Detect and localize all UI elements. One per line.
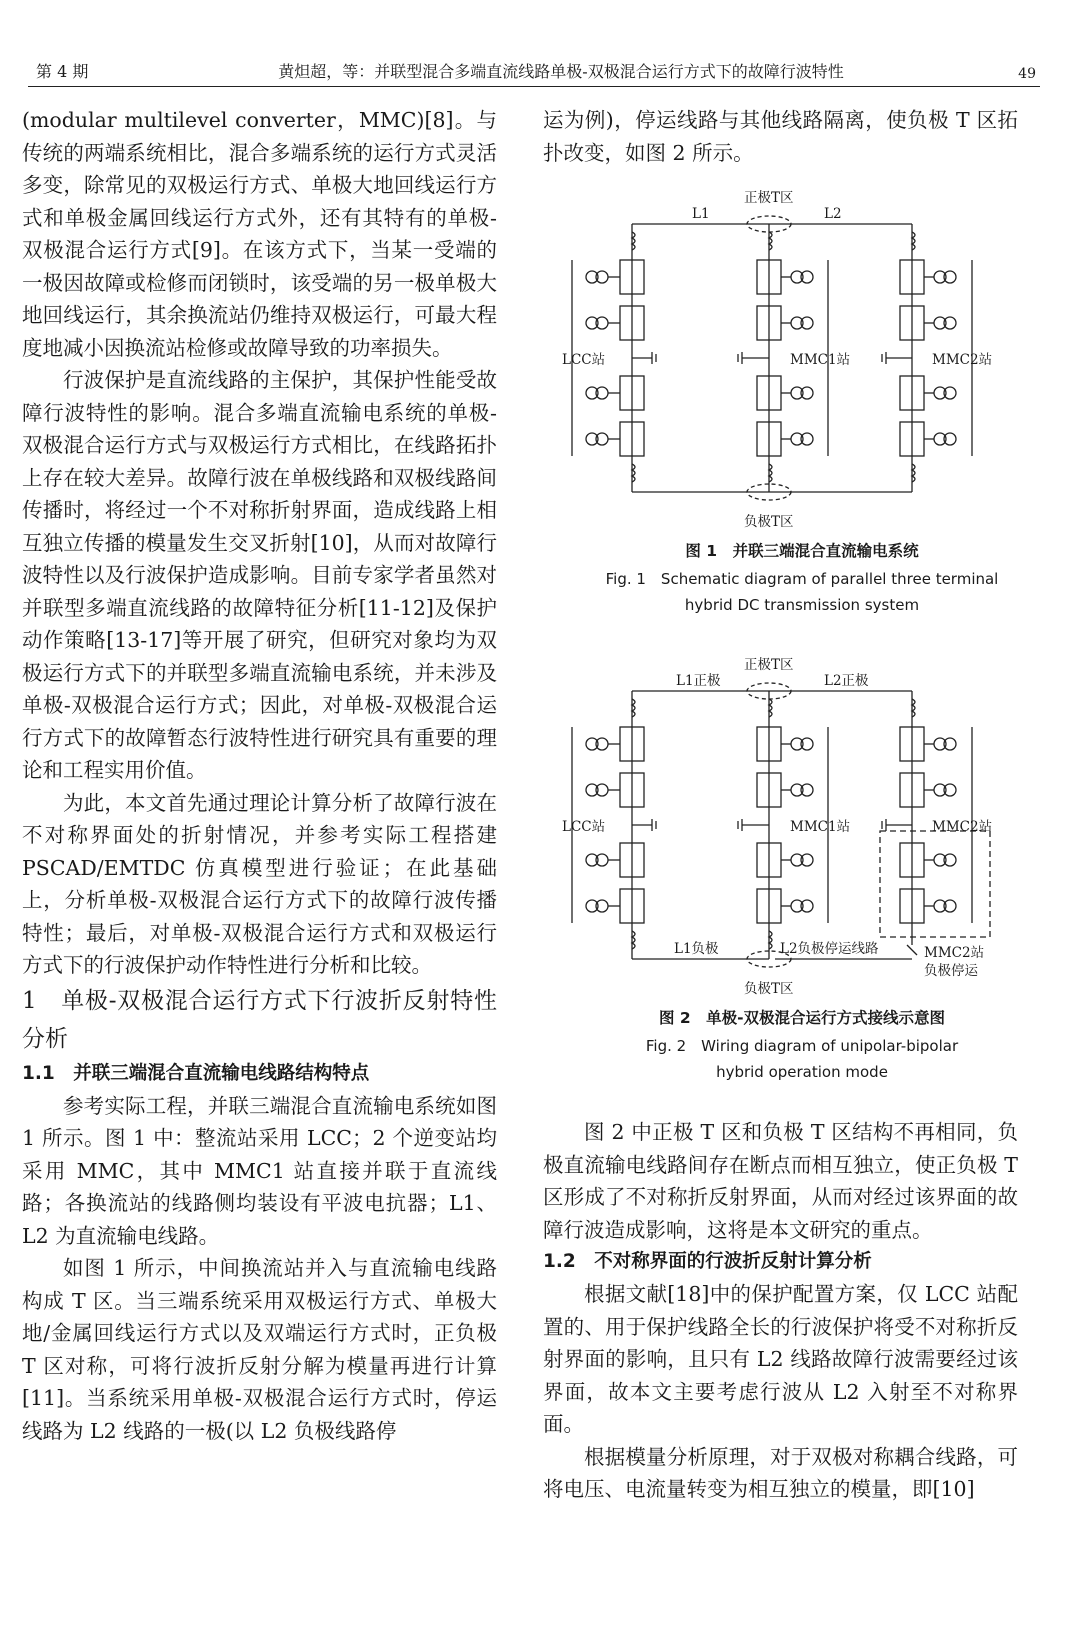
page-number: 49: [1018, 66, 1036, 82]
fig2-label-l1n: L1负极: [674, 941, 719, 957]
figure-1-diagram: [562, 188, 1022, 536]
fig2-label-mmc2off-state: 负极停运: [924, 963, 978, 979]
figure-2-diagram: [562, 655, 1022, 1003]
fig2-label-l1p: L1正极: [676, 673, 721, 689]
paragraph: 为此，本文首先通过理论计算分析了故障行波在不对称界面处的折射情况，并参考实际工程搭建 PSCAD/EMTDC 仿真模型进行验证；在此基础上，分析单极-双极混合运行方式下的故障行波传播特性；最后，对单极-双极混合运行方式和双极运行方式下的行波保护动作特性进行分析和比较。: [22, 790, 497, 977]
fig2-label-tneg: 负极T区: [744, 981, 794, 997]
header-rule: [28, 86, 1040, 87]
subsection-heading: 1.1 并联三端混合直流输电线路结构特点: [22, 1062, 370, 1084]
figure-2: [562, 655, 1042, 1085]
fig2-label-mmc2off: MMC2站: [924, 945, 985, 961]
fig2-label-mmc1: MMC1站: [790, 819, 851, 835]
fig1-label-mmc2: MMC2站: [932, 352, 993, 368]
left-column: [22, 104, 497, 1447]
subsection-heading: 1.2 不对称界面的行波折反射计算分析: [543, 1251, 872, 1272]
fig2-label-l2p: L2正极: [824, 673, 869, 689]
fig2-label-lcc: LCC站: [562, 819, 606, 835]
fig2-label-mmc2: MMC2站: [932, 819, 993, 835]
caption-english: hybrid operation mode: [716, 1063, 888, 1081]
fig2-label-tpos: 正极T区: [744, 657, 794, 673]
paragraph: (modular multilevel converter，MMC)[8]。与传统的两端系统相比，混合多端系统的运行方式灵活多变，除常见的双极运行方式、单极大地回线运行方式和单极金属回线运行方式外，还有其特有的单极-双极混合运行方式[9]。在该方式下，当某一受端的一极因故障或检修而闭锁时，该受端的另一极单极大地回线运行，其余换流站仍维持双极运行，可最大程度地减小因换流站检修或故障导致的功率损失。: [22, 108, 497, 360]
section-heading: 1 单极-双极混合运行方式下行波折反射特性分析: [22, 987, 497, 1052]
fig1-label-lcc: LCC站: [562, 352, 606, 368]
caption-chinese: 图 1 并联三端混合直流输电系统: [685, 542, 919, 560]
paragraph: 参考实际工程，并联三端混合直流输电系统如图 1 所示。图 1 中：整流站采用 LCC；2 个逆变站均采用 MMC，其中 MMC1 站直接并联于直流线路；各换流站的线路侧均装设有平波电抗器；L1、L2 为直流输电线路。: [22, 1093, 497, 1248]
right-column-top: [543, 104, 1018, 169]
running-title: 黄炟超，等：并联型混合多端直流线路单极-双极混合运行方式下的故障行波特性: [278, 62, 844, 81]
caption-english: Fig. 2 Wiring diagram of unipolar-bipolar: [645, 1037, 959, 1055]
paragraph: 根据模量分析原理，对于双极对称耦合线路，可将电压、电流量转变为相互独立的模量，即[10]: [543, 1444, 1018, 1501]
right-column-bottom: [543, 1116, 1018, 1506]
paragraph: 运为例)，停运线路与其他线路隔离，使负极 T 区拓扑改变，如图 2 所示。: [543, 108, 1018, 165]
paragraph: 行波保护是直流线路的主保护，其保护性能受故障行波特性的影响。混合多端直流输电系统的单极-双极混合运行方式与双极运行方式相比，在线路拓扑上存在较大差异。故障行波在单极线路和双极线路间传播时，将经过一个不对称折射界面，造成线路上相互独立传播的模量发生交叉折射[10]，从而对故障行波特性以及行波保护造成影响。目前专家学者虽然对并联型多端直流线路的故障特征分析[11-12]及保护动作策略[13-17]等开展了研究，但研究对象均为双极运行方式下的并联型多端直流输电系统，并未涉及单极-双极混合运行方式；因此，对单极-双极混合运行方式下的故障暂态行波特性进行研究具有重要的理论和工程实用价值。: [22, 368, 497, 782]
caption-english: hybrid DC transmission system: [684, 596, 920, 614]
paragraph: 图 2 中正极 T 区和负极 T 区结构不再相同，负极直流输电线路间存在断点而相互独立，使正负极 T 区形成了不对称折反射界面，从而对经过该界面的故障行波造成影响，这将是本文研究的重点。: [543, 1120, 1018, 1242]
fig1-label-mmc1: MMC1站: [790, 352, 851, 368]
fig1-label-tpos: 正极T区: [744, 190, 794, 206]
paragraph: 根据文献[18]中的保护配置方案，仅 LCC 站配置的、用于保护线路全长的行波保护将受不对称折反射界面的影响，且只有 L2 线路故障行波需要经过该界面，故本文主要考虑行波从 L2 入射至不对称界面。: [543, 1282, 1018, 1436]
figure-2-caption: [562, 1003, 1042, 1085]
fig1-label-l2: L2: [824, 206, 842, 222]
fig2-label-l2off: L2负极停运线路: [780, 941, 879, 957]
running-header: [36, 52, 1036, 82]
caption-chinese: 图 2 单极-双极混合运行方式接线示意图: [658, 1009, 946, 1027]
fig1-label-tneg: 负极T区: [744, 514, 794, 530]
fig1-label-l1: L1: [692, 206, 710, 222]
issue-number: 第 4 期: [36, 62, 89, 81]
figure-1-caption: [562, 536, 1042, 618]
caption-english: Fig. 1 Schematic diagram of parallel three terminal: [605, 570, 999, 588]
figure-1: [562, 188, 1042, 618]
paragraph: 如图 1 所示，中间换流站并入与直流输电线路构成 T 区。当三端系统采用双极运行方式、单极大地/金属回线运行方式以及双端运行方式时，正负极 T 区对称，可将行波折反射分解为模量再进行计算[11]。当系统采用单极-双极混合运行方式时，停运线路为 L2 线路的一极(以 L2 负极线路停: [22, 1256, 497, 1443]
